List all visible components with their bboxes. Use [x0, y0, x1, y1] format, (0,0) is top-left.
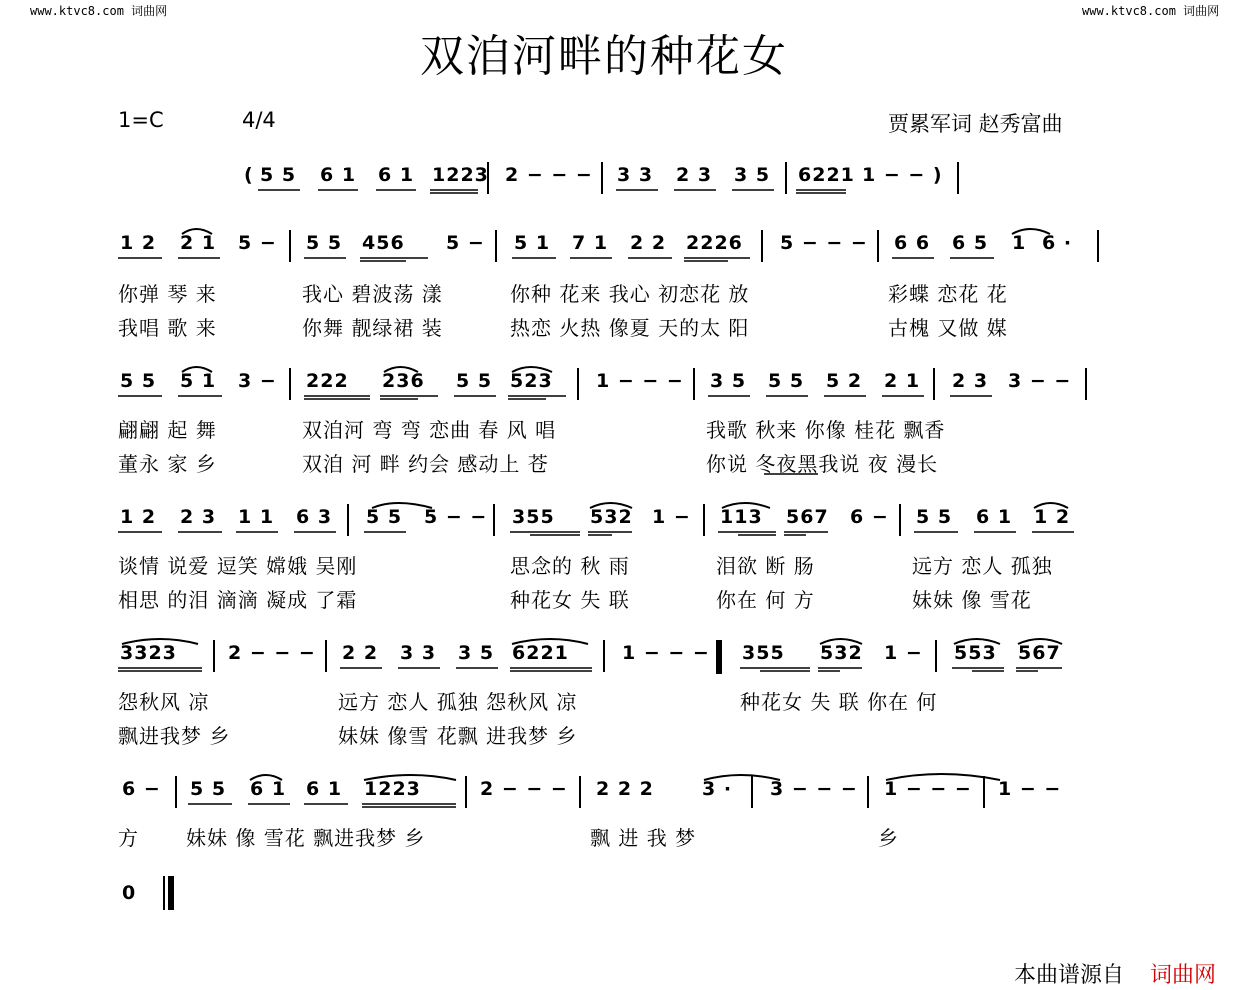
note-group: 1 2 — [1034, 506, 1071, 528]
note-group: 3 · — [702, 778, 733, 800]
note-group: 6 1 — [378, 164, 415, 186]
note-group: 1 2 — [120, 506, 157, 528]
note-group: 6 3 — [296, 506, 333, 528]
note-group: 2226 — [686, 232, 743, 254]
note-group: 1 1 — [238, 506, 275, 528]
note-group: 3 − − — [1008, 370, 1072, 392]
note-group: 6 1 — [320, 164, 357, 186]
lyric-verse-1: 谈情 说爱 逗笑 嫦娥 吴刚 — [118, 554, 358, 578]
note-group: 6 1 — [250, 778, 287, 800]
note-group: 5 2 — [826, 370, 863, 392]
note-group: 2 3 — [180, 506, 217, 528]
note-group: 2 − − − — [228, 642, 316, 664]
credits: 贾累军词 赵秀富曲 — [888, 112, 1063, 136]
note-group: 0 — [122, 882, 137, 904]
note-group: 3 − — [238, 370, 277, 392]
note-group: 3 5 — [734, 164, 771, 186]
footer-source: 本曲谱源自 — [1014, 963, 1125, 988]
note-group: 6 1 — [976, 506, 1013, 528]
note-group: 5 1 — [514, 232, 551, 254]
lyric-verse-1: 彩蝶 恋花 花 — [888, 282, 1008, 306]
lyric-verse-1: 双洎河 弯 弯 恋曲 春 风 唱 — [302, 418, 557, 442]
note-group: 5 5 — [306, 232, 343, 254]
note-group: 6 1 — [306, 778, 343, 800]
lyric-verse-1: 远方 恋人 孤独 怨秋风 凉 — [338, 690, 578, 714]
lyric-verse-2: 你在 何 方 — [716, 588, 815, 612]
note-group: 3 5 — [458, 642, 495, 664]
watermark-right: www.ktvc8.com 词曲网 — [1082, 4, 1220, 18]
lyric-verse-2: 妹妹 像 雪花 — [912, 588, 1032, 612]
note-group: 3 3 — [400, 642, 437, 664]
note-group: 5 − − — [424, 506, 488, 528]
note-group: ( — [244, 164, 254, 186]
note-group: 2 1 — [180, 232, 217, 254]
note-group: 5 5 — [768, 370, 805, 392]
note-group: 355 — [742, 642, 785, 664]
note-group: 5 − — [238, 232, 277, 254]
note-group: 6221 — [798, 164, 855, 186]
note-group: 1 − — [884, 642, 923, 664]
lyric-verse-2: 妹妹 像雪 花飘 进我梦 乡 — [338, 724, 578, 748]
key-signature: 1=C — [118, 108, 164, 132]
final-bar-thick — [168, 876, 174, 910]
note-group: 523 — [510, 370, 553, 392]
lyric-verse-1: 飘 进 我 梦 — [590, 826, 697, 850]
lyric-verse-1: 翩翩 起 舞 — [118, 418, 217, 442]
note-group: 1 − − − — [622, 642, 710, 664]
note-group: 6 − — [850, 506, 889, 528]
note-group: 1223 — [364, 778, 421, 800]
note-group: 1 − − ) — [862, 164, 943, 186]
lyric-verse-1: 我歌 秋来 你像 桂花 飘香 — [706, 418, 946, 442]
lyric-verse-2: 我唱 歌 来 — [118, 316, 217, 340]
note-group: 5 5 — [916, 506, 953, 528]
note-group: 2 1 — [884, 370, 921, 392]
note-group: 6221 — [512, 642, 569, 664]
lyric-verse-1: 乡 — [878, 826, 899, 850]
note-group: 5 1 — [180, 370, 217, 392]
lyric-verse-1: 妹妹 像 雪花 飘进我梦 乡 — [186, 826, 426, 850]
note-group: 5 5 — [120, 370, 157, 392]
note-group: 236 — [382, 370, 425, 392]
lyric-verse-2: 古槐 又做 媒 — [888, 316, 1008, 340]
note-group: 6 5 — [952, 232, 989, 254]
note-group: 1223 — [432, 164, 489, 186]
note-group: 5 5 — [366, 506, 403, 528]
note-group: 2 3 — [952, 370, 989, 392]
lyric-verse-1: 泪欲 断 肠 — [716, 554, 815, 578]
note-group: 6 6 — [894, 232, 931, 254]
note-group: 5 5 — [456, 370, 493, 392]
page-title: 双洎河畔的种花女 — [420, 31, 788, 82]
note-group: 6 · — [1042, 232, 1073, 254]
note-group: 2 2 — [630, 232, 667, 254]
lyric-verse-2: 你舞 靓绿裙 装 — [302, 316, 443, 340]
note-group: 553 — [954, 642, 997, 664]
note-group: 532 — [820, 642, 863, 664]
lyric-verse-2: 相思 的泪 滴滴 凝成 了霜 — [118, 588, 358, 612]
note-group: 2 − − − — [505, 164, 593, 186]
lyric-verse-1: 思念的 秋 雨 — [510, 554, 630, 578]
lyric-verse-1: 你种 花来 我心 初恋花 放 — [510, 282, 750, 306]
final-bar-thin — [163, 876, 165, 910]
note-group: 5 5 — [260, 164, 297, 186]
note-group: 222 — [306, 370, 349, 392]
note-group: 3 5 — [710, 370, 747, 392]
note-group: 5 − — [446, 232, 485, 254]
lyric-verse-2: 热恋 火热 像夏 天的太 阳 — [510, 316, 750, 340]
note-group: 1 — [1012, 232, 1027, 254]
lyric-verse-2: 种花女 失 联 — [510, 588, 630, 612]
note-group: 6 − — [122, 778, 161, 800]
lyric-verse-2: 董永 家 乡 — [118, 452, 217, 476]
note-group: 1 − − — [998, 778, 1062, 800]
lyric-verse-1: 方 — [118, 826, 139, 850]
lyric-verse-2: 飘进我梦 乡 — [118, 724, 231, 748]
note-group: 1 − − − — [596, 370, 684, 392]
lyric-verse-1: 远方 恋人 孤独 — [912, 554, 1053, 578]
note-group: 3 3 — [617, 164, 654, 186]
lyric-verse-1: 怨秋风 凉 — [118, 690, 210, 714]
note-group: 532 — [590, 506, 633, 528]
watermark-left: www.ktvc8.com 词曲网 — [30, 4, 168, 18]
note-group: 7 1 — [572, 232, 609, 254]
lyric-verse-1: 种花女 失 联 你在 何 — [740, 690, 938, 714]
note-group: 3323 — [120, 642, 177, 664]
lyric-verse-2: 你说 冬夜黑我说 夜 漫长 — [706, 452, 939, 476]
note-group: 5 5 — [190, 778, 227, 800]
note-group: 3 − − − — [770, 778, 858, 800]
note-group: 567 — [1018, 642, 1061, 664]
note-group: 355 — [512, 506, 555, 528]
note-group: 1 2 — [120, 232, 157, 254]
repeat-bar — [716, 640, 722, 674]
note-group: 5 − − − — [780, 232, 868, 254]
note-group: 567 — [786, 506, 829, 528]
note-group: 2 2 2 — [596, 778, 654, 800]
footer-site-link[interactable]: 词曲网 — [1150, 963, 1217, 988]
note-group: 1 − — [652, 506, 691, 528]
note-group: 2 3 — [676, 164, 713, 186]
note-group: 2 − − − — [480, 778, 568, 800]
lyric-verse-1: 你弹 琴 来 — [118, 282, 217, 306]
note-group: 2 2 — [342, 642, 379, 664]
lyric-verse-1: 我心 碧波荡 漾 — [302, 282, 443, 306]
lyric-verse-2: 双洎 河 畔 约会 感动上 苍 — [302, 452, 549, 476]
note-group: 1 − − − — [884, 778, 972, 800]
note-group: 113 — [720, 506, 763, 528]
time-signature: 4/4 — [242, 108, 276, 132]
note-group: 456 — [362, 232, 405, 254]
